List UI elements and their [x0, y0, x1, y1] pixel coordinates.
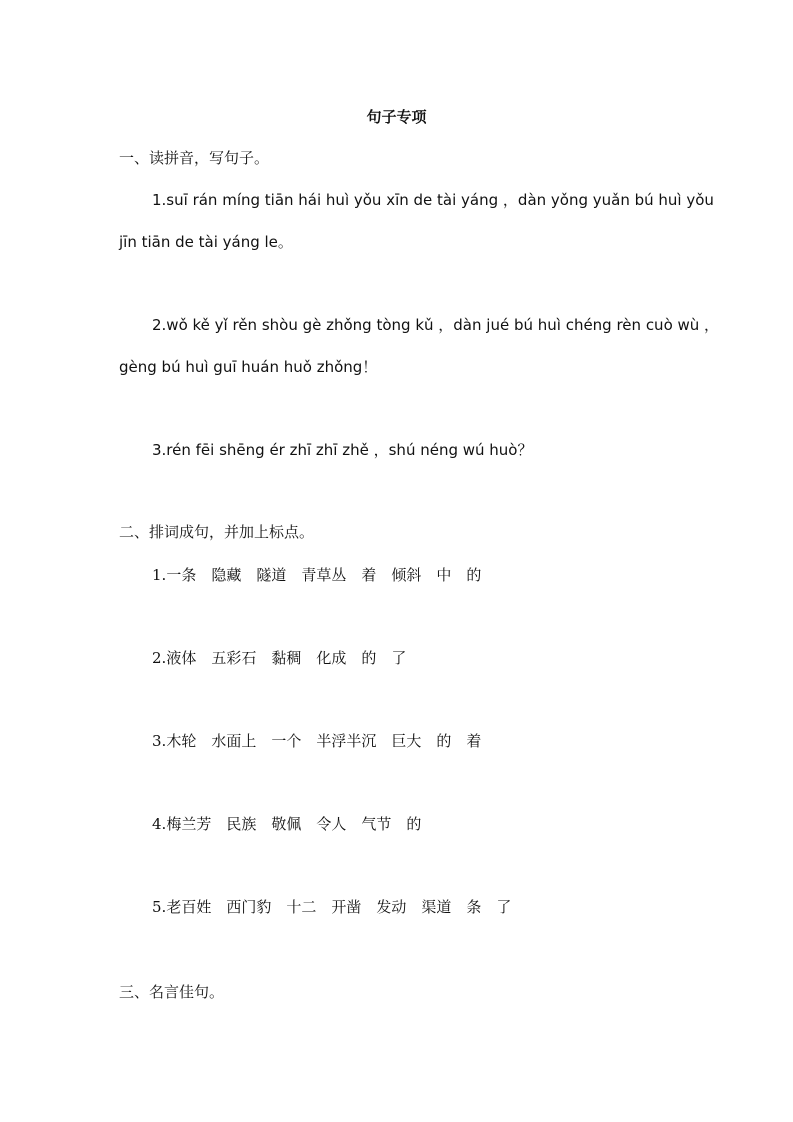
item-number: 1.: [152, 566, 167, 584]
word: 巨大: [391, 732, 422, 750]
item-number: 5.: [152, 898, 167, 916]
word: 一条: [166, 566, 197, 584]
section-1-heading: 一、读拼音，写句子。: [119, 149, 270, 167]
word: 倾斜: [391, 566, 422, 584]
word: 梅兰芳: [166, 815, 212, 833]
word: 化成: [316, 649, 347, 667]
section-2-heading: 二、排词成句，并加上标点。: [119, 523, 315, 541]
pinyin-item-3-line-1: 3.rén fēi shēng ér zhī zhī zhě ，shú néng wú huò？: [152, 441, 533, 459]
item-number: 2.: [152, 649, 167, 667]
word: 的: [466, 566, 482, 584]
word-order-item: [152, 897, 526, 917]
word: 中: [436, 566, 452, 584]
word: 西门豹: [226, 898, 272, 916]
word: 民族: [226, 815, 257, 833]
word: 一个: [271, 732, 302, 750]
word-order-item: [152, 648, 421, 668]
word-order-item: [152, 565, 496, 585]
word: 五彩石: [211, 649, 257, 667]
page-title: 句子专项: [366, 108, 427, 126]
word: 条: [466, 898, 482, 916]
word-order-item: [152, 814, 436, 834]
word: 隐藏: [211, 566, 242, 584]
word: 着: [361, 566, 377, 584]
word: 青草丛: [301, 566, 347, 584]
word: 开凿: [331, 898, 362, 916]
word: 水面上: [211, 732, 257, 750]
word: 黏稠: [271, 649, 302, 667]
word: 半浮半沉: [316, 732, 377, 750]
word: 的: [406, 815, 422, 833]
word: 发动: [376, 898, 407, 916]
pinyin-item-2-line-1: 2.wǒ kě yǐ rěn shòu gè zhǒng tòng kǔ ，dàn jué bú huì chéng rèn cuò wù ，: [152, 316, 720, 334]
word-order-item: [152, 731, 496, 751]
word: 气节: [361, 815, 392, 833]
word: 了: [391, 649, 407, 667]
section-3-heading: 三、名言佳句。: [119, 983, 225, 1001]
word: 着: [466, 732, 482, 750]
word: 的: [436, 732, 452, 750]
pinyin-item-1-line-2: jīn tiān de tài yáng le。: [119, 233, 293, 251]
word: 十二: [286, 898, 317, 916]
item-number: 3.: [152, 732, 167, 750]
word: 隧道: [256, 566, 287, 584]
word: 老百姓: [166, 898, 212, 916]
pinyin-item-2-line-2: gèng bú huì guī huán huǒ zhǒng！: [119, 358, 378, 376]
item-number: 4.: [152, 815, 167, 833]
word: 敬佩: [271, 815, 302, 833]
word: 木轮: [166, 732, 197, 750]
pinyin-item-1-line-1: 1.suī rán míng tiān hái huì yǒu xīn de tài yáng ，dàn yǒng yuǎn bú huì yǒu: [152, 191, 714, 209]
word: 了: [496, 898, 512, 916]
word: 渠道: [421, 898, 452, 916]
word: 液体: [166, 649, 197, 667]
word: 令人: [316, 815, 347, 833]
word: 的: [361, 649, 377, 667]
